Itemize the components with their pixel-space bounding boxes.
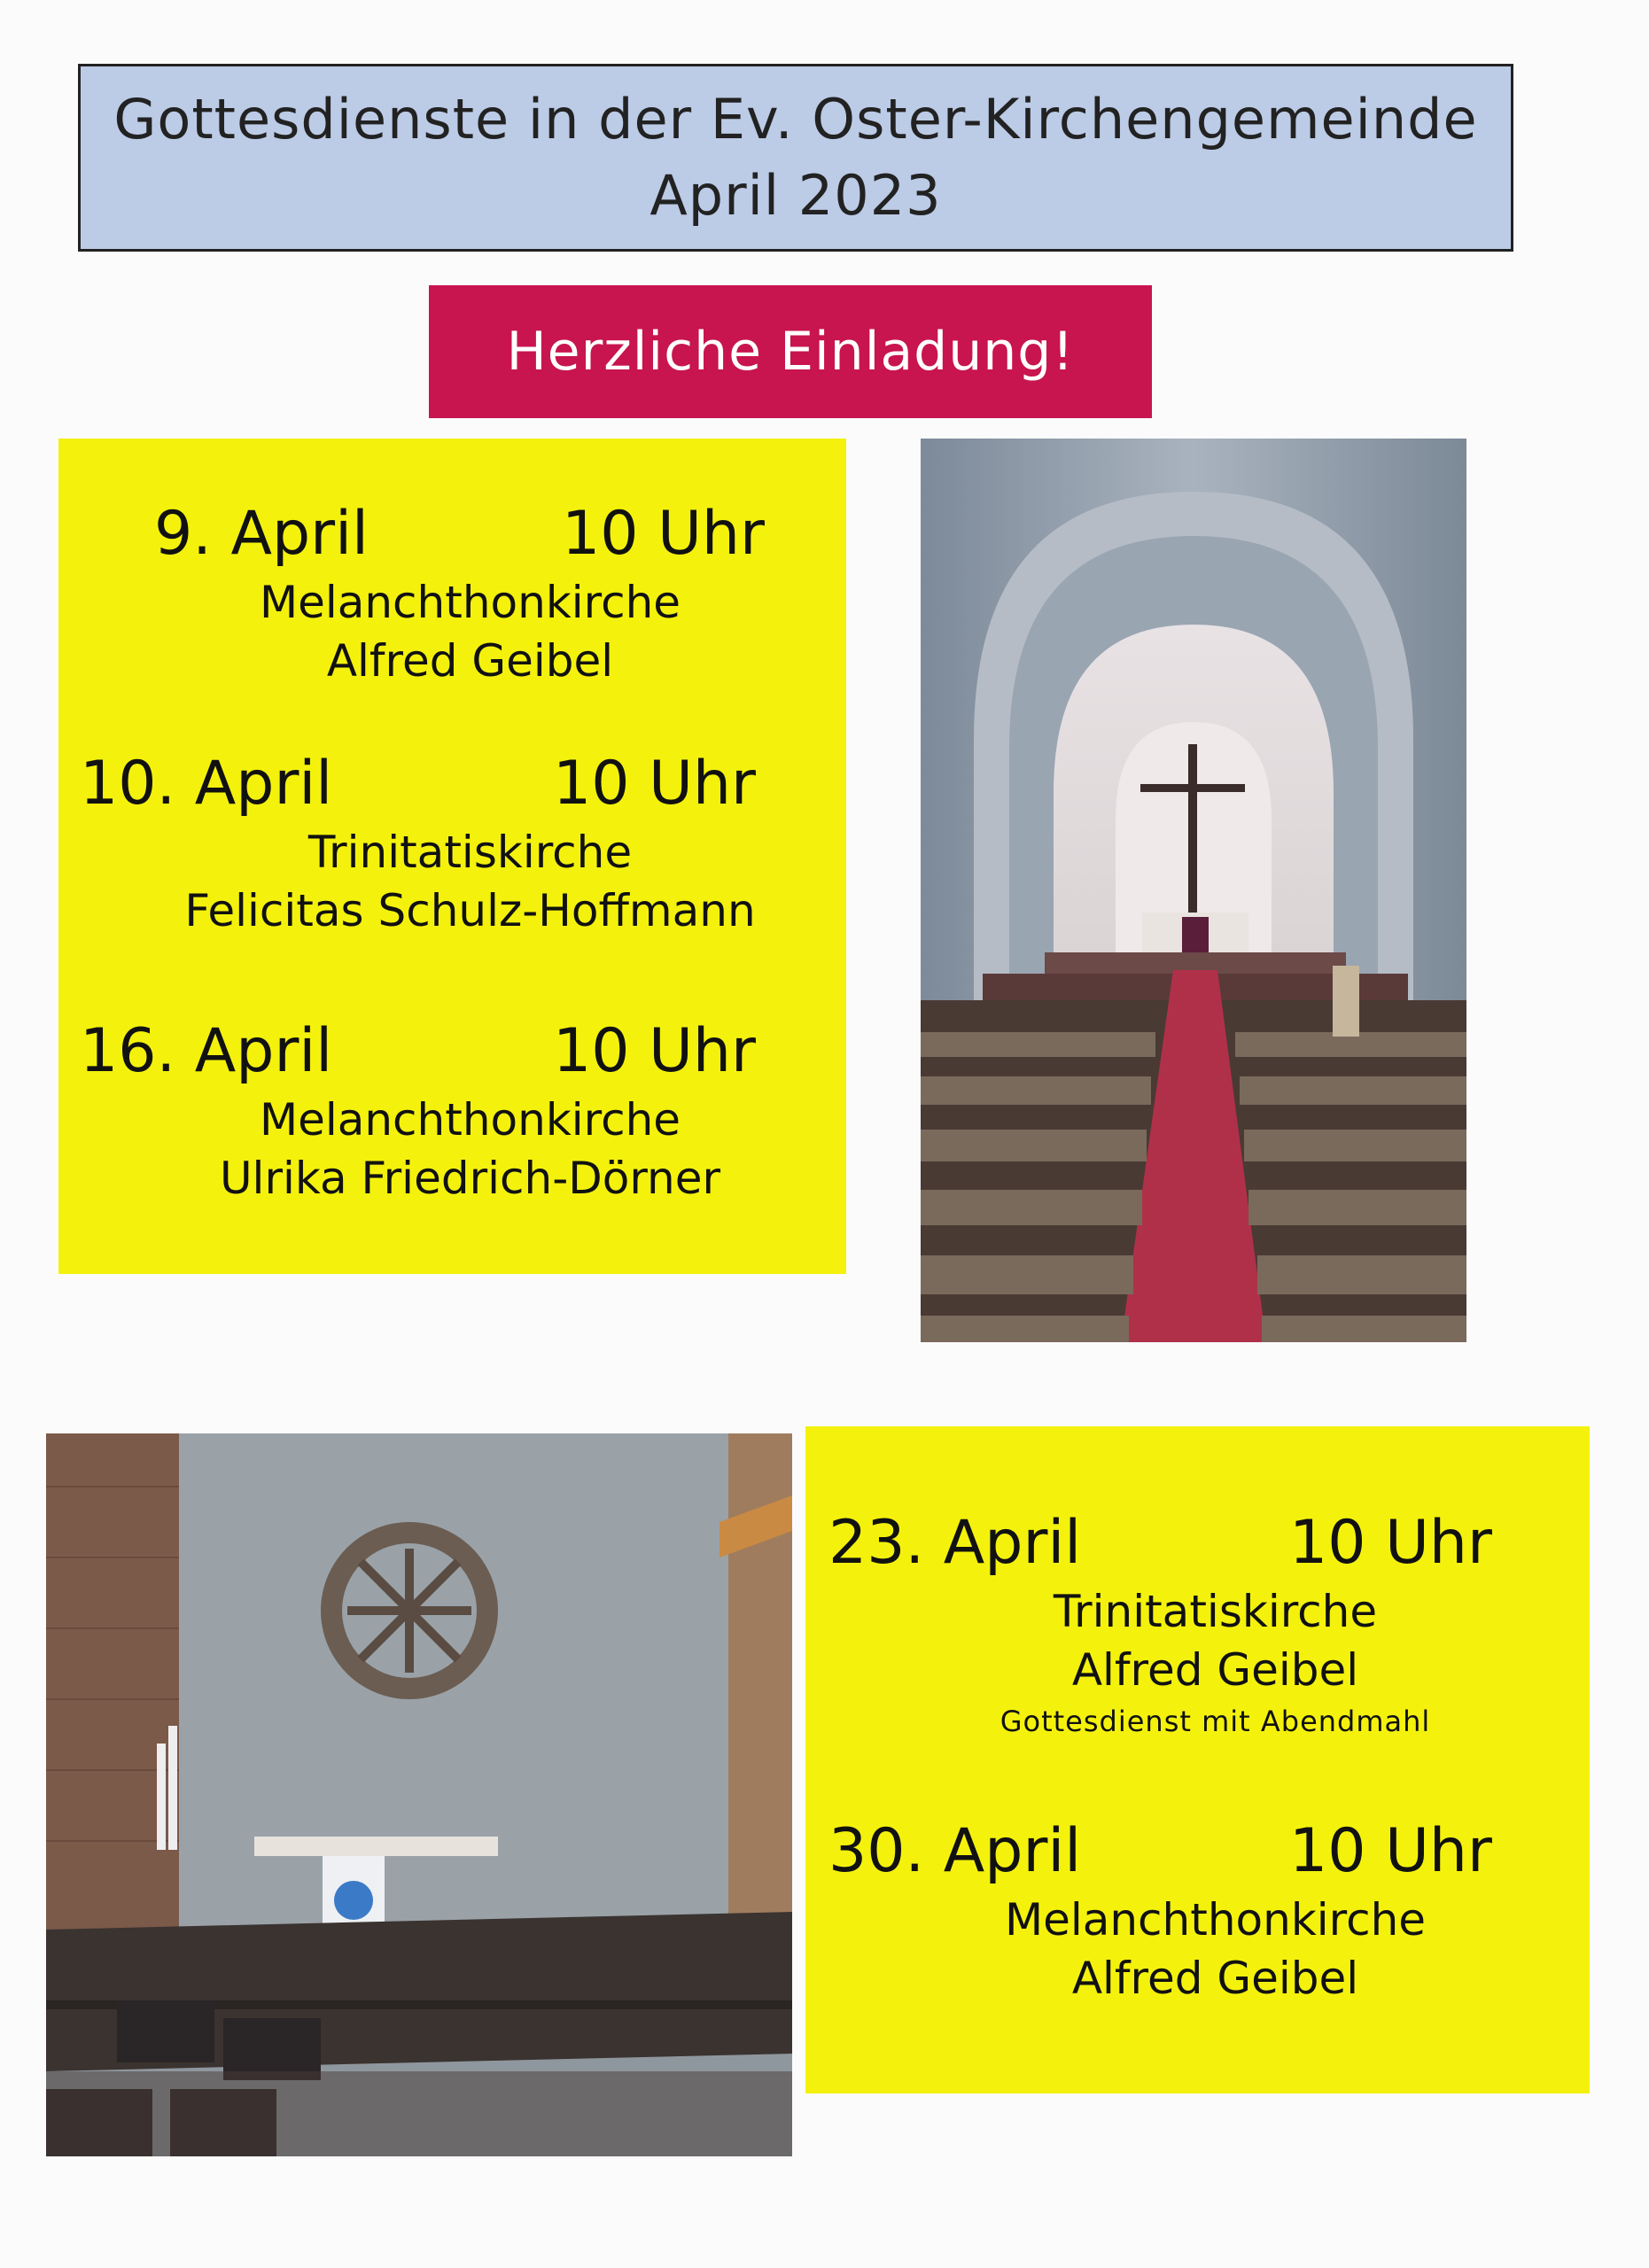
service-time: 10 Uhr: [1289, 1508, 1492, 1578]
service-time: 10 Uhr: [1289, 1816, 1492, 1886]
title-box: [78, 64, 1513, 252]
service-person: Felicitas Schulz-Hoffmann: [184, 885, 756, 936]
service-time: 10 Uhr: [562, 499, 765, 569]
service-time: 10 Uhr: [553, 1016, 756, 1086]
service-church: Trinitatiskirche: [1053, 1586, 1378, 1637]
altar-photo: [46, 1433, 792, 2156]
service-date: 30. April: [828, 1816, 1082, 1886]
service-church: Melanchthonkirche: [259, 577, 681, 628]
page-subtitle-month: April 2023: [649, 163, 942, 228]
invitation-banner: Herzliche Einladung!: [429, 285, 1152, 418]
service-church: Melanchthonkirche: [259, 1094, 681, 1146]
church-interior-photo: [921, 439, 1466, 1342]
service-date: 23. April: [828, 1508, 1082, 1578]
service-note: Gottesdienst mit Abendmahl: [1000, 1705, 1431, 1738]
service-date: 10. April: [80, 749, 333, 819]
service-time: 10 Uhr: [553, 749, 756, 819]
page-title: Gottesdienste in der Ev. Oster-Kirchengemeinde: [113, 87, 1478, 151]
service-person: Alfred Geibel: [326, 635, 614, 687]
schedule-box-bottom: [805, 1426, 1590, 2093]
service-person: Alfred Geibel: [1071, 1953, 1359, 2004]
schedule-box-top: [58, 439, 846, 1274]
service-person: Alfred Geibel: [1071, 1644, 1359, 1696]
service-date: 16. April: [80, 1016, 333, 1086]
service-church: Melanchthonkirche: [1004, 1894, 1427, 1946]
service-person: Ulrika Friedrich-Dörner: [219, 1153, 721, 1204]
service-church: Trinitatiskirche: [307, 827, 633, 878]
service-date: 9. April: [154, 499, 369, 569]
